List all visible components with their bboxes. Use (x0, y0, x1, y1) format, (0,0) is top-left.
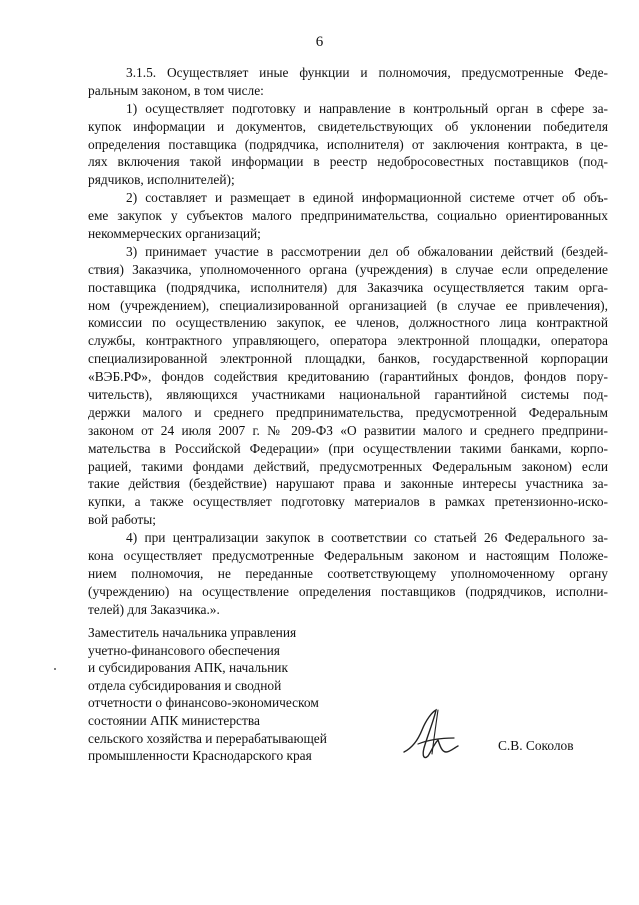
signatory-name: С.В. Соколов (498, 738, 574, 753)
text-line: такие действия (бездействие) нарушают права и законные интересы участника за- (88, 476, 608, 492)
paragraph (88, 243, 608, 529)
text-line: рядчиков, исполнителей); (88, 172, 235, 188)
text-line: 1) осуществляет подготовку и направление в контрольный орган в сфере за- (126, 100, 608, 116)
signatory-position-line: Заместитель начальника управления (88, 625, 297, 640)
text-line: лях включения такой информации в реестр недобросовестных поставщиков (под- (88, 154, 608, 170)
scan-speck (54, 668, 56, 670)
text-line: ном (учреждением), специализированной организацией (в случае ее привлечения), (88, 297, 608, 313)
text-line: определения поставщика (подрядчика, исполнителя) от заключения контракта, в це- (88, 136, 608, 152)
document-body (88, 64, 608, 619)
handwritten-signature (398, 700, 470, 772)
text-line: рацией, такими фондами действий, предусмотренных Федеральным законом) если (88, 458, 608, 474)
signatory-position-line: промышленности Краснодарского края (88, 748, 312, 764)
signatory-position-line: отдела субсидирования и сводной (88, 677, 282, 693)
text-line: законом от 24 июля 2007 г. № 209-ФЗ «О развитии малого и среднего предприни- (88, 422, 608, 438)
text-line: купки, а также осуществляет подготовку материалов в рамках претензионно-иско- (88, 494, 608, 510)
signatory-position-line: и субсидирования АПК, начальник (88, 660, 288, 676)
text-line: нием полномочия, не переданные соответствующему уполномоченному органу (88, 565, 608, 581)
text-line: чительств), являющихся участниками национальной гарантийной системы под- (88, 387, 608, 403)
paragraph (88, 189, 608, 243)
text-line: некоммерческих организаций; (88, 226, 261, 242)
text-line: службы, контрактного управляющего, оператора электронной площадки, оператора (88, 333, 608, 349)
text-line: вой работы; (88, 512, 156, 528)
text-line: ствия) Заказчика, уполномоченного органа (учреждения) в случае если определение (88, 261, 608, 277)
paragraph (88, 100, 608, 189)
text-line: купок информации и документов, свидетельствующих об уклонении победителя (88, 118, 608, 134)
page-number: 6 (315, 34, 324, 50)
text-line: ральным законом, в том числе: (88, 82, 264, 98)
text-line: еме закупок у субъектов малого предпринимательства, социально ориентированных (88, 208, 608, 224)
text-line: держки малого и среднего предпринимательства, предусмотренной Федеральным (88, 404, 608, 420)
text-line: поставщика (подрядчика, исполнителя) для Заказчика осуществляется таким орга- (88, 279, 608, 295)
signatory-position-line: состоянии АПК министерства (88, 712, 260, 728)
text-line: телей) для Заказчика.». (88, 601, 220, 617)
text-line: кона осуществляет предусмотренные Федеральным законом и настоящим Положе- (88, 548, 608, 564)
paragraph (88, 64, 608, 100)
signatory-position-line: отчетности о финансово-экономическом (88, 695, 319, 711)
text-line: «ВЭБ.РФ», фондов содействия кредитованию (гарантийных фондов, фондов пору- (88, 369, 608, 385)
signatory-position-line: сельского хозяйства и перерабатывающей (88, 730, 327, 746)
text-line: специализированной электронной площадки, банков, государственной корпорации (88, 351, 608, 367)
signatory-position (88, 624, 418, 765)
text-line: 4) при централизации закупок в соответствии со статьей 26 Федерального за- (126, 530, 608, 546)
text-line: (учреждению) на осуществление определения поставщиков (подрядчиков, исполни- (88, 583, 608, 599)
text-line: комиссии по осуществлению закупок, ее членов, должностного лица контрактной (88, 315, 608, 331)
text-line: мательства в Российской Федерации» (при осуществлении такими банками, корпо- (88, 440, 608, 456)
text-line: 3) принимает участие в рассмотрении дел об обжаловании действий (бездей- (126, 243, 608, 259)
text-line: 3.1.5. Осуществляет иные функции и полномочия, предусмотренные Феде- (126, 65, 608, 80)
text-line: 2) составляет и размещает в единой информационной системе отчет об объ- (126, 190, 608, 206)
paragraph (88, 529, 608, 618)
signatory-position-line: учетно-финансового обеспечения (88, 642, 280, 658)
